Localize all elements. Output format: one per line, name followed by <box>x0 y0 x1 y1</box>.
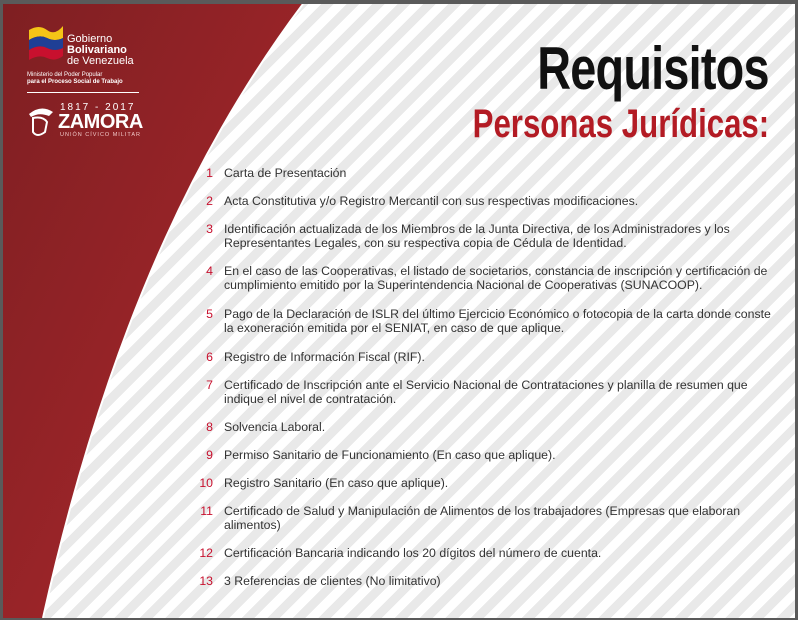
zamora-subtitle: UNIÓN CÍVICO MILITAR <box>60 132 142 138</box>
item-number: 7 <box>206 378 213 392</box>
item-text: Pago de la Declaración de ISLR del último Ejercicio Económico o fotocopia de la carta donde conste la exoneración emitida por el SENIAT, en caso de que aplique. <box>224 307 771 335</box>
requirement-item <box>193 574 773 588</box>
item-number: 4 <box>206 264 213 278</box>
requirement-item <box>193 476 773 490</box>
logo-line-1: Gobierno <box>67 33 113 45</box>
logo-divider <box>27 92 139 93</box>
item-text: Identificación actualizada de los Miembros de la Junta Directiva, de los Administradores y los Representantes Legales, con su respectiva copia de Cédula de Identidad. <box>224 222 730 250</box>
item-text: Carta de Presentación <box>224 166 347 180</box>
document-page <box>3 4 795 618</box>
requirement-item <box>193 350 773 364</box>
page-subtitle: Personas Jurídicas: <box>472 102 769 146</box>
requirement-item <box>193 378 773 406</box>
logo-line-2: Bolivariano <box>67 44 127 56</box>
item-number: 10 <box>199 476 213 490</box>
venezuela-flag-icon <box>27 22 65 62</box>
requirement-item <box>193 307 773 335</box>
logo-line-3: de Venezuela <box>67 55 134 67</box>
item-number: 5 <box>206 307 213 321</box>
item-text: En el caso de las Cooperativas, el listado de societarios, constancia de inscripción y certificación de cumplimiento emitido por la Superintendencia Nacional de Cooperativas (SUNACOOP). <box>224 264 768 292</box>
item-number: 3 <box>206 222 213 236</box>
requirement-item <box>193 420 773 434</box>
requirement-item <box>193 166 773 180</box>
item-number: 11 <box>200 504 213 518</box>
item-number: 8 <box>206 420 213 434</box>
item-number: 2 <box>206 194 213 208</box>
requirement-item <box>193 448 773 462</box>
item-number: 1 <box>206 166 213 180</box>
zamora-logo <box>25 102 145 142</box>
ministry-line-1: Ministerio del Poder Popular <box>27 72 103 78</box>
requirement-item <box>193 222 773 250</box>
item-number: 6 <box>206 350 213 364</box>
item-text: Acta Constitutiva y/o Registro Mercantil con sus respectivas modificaciones. <box>224 194 639 208</box>
zamora-name: ZAMORA <box>58 111 143 133</box>
item-text: Solvencia Laboral. <box>224 420 326 434</box>
requirement-item <box>193 194 773 208</box>
zamora-portrait-icon <box>25 104 57 138</box>
item-text: Certificado de Inscripción ante el Servicio Nacional de Contrataciones y planilla de resumen que indique el nivel de contratación. <box>224 378 748 406</box>
requirement-item <box>193 504 773 532</box>
ministry-line-2: para el Proceso Social de Trabajo <box>27 79 123 85</box>
item-text: Certificación Bancaria indicando los 20 dígitos del número de cuenta. <box>224 546 602 560</box>
requirement-item <box>193 546 773 560</box>
item-text: Registro Sanitario (En caso que aplique). <box>224 476 449 490</box>
item-text: Registro de Información Fiscal (RIF). <box>224 350 425 364</box>
item-number: 9 <box>206 448 213 462</box>
page-title: Requisitos <box>537 35 769 102</box>
item-number: 12 <box>199 546 213 560</box>
item-text: Permiso Sanitario de Funcionamiento (En caso que aplique). <box>224 448 556 462</box>
zamora-years: 1817 - 2017 <box>60 102 136 113</box>
item-number: 13 <box>199 574 213 588</box>
requirement-item <box>193 264 773 292</box>
item-text: Certificado de Salud y Manipulación de Alimentos de los trabajadores (Empresas que elaboran alimentos) <box>224 504 741 532</box>
item-text: 3 Referencias de clientes (No limitativo) <box>224 574 441 588</box>
